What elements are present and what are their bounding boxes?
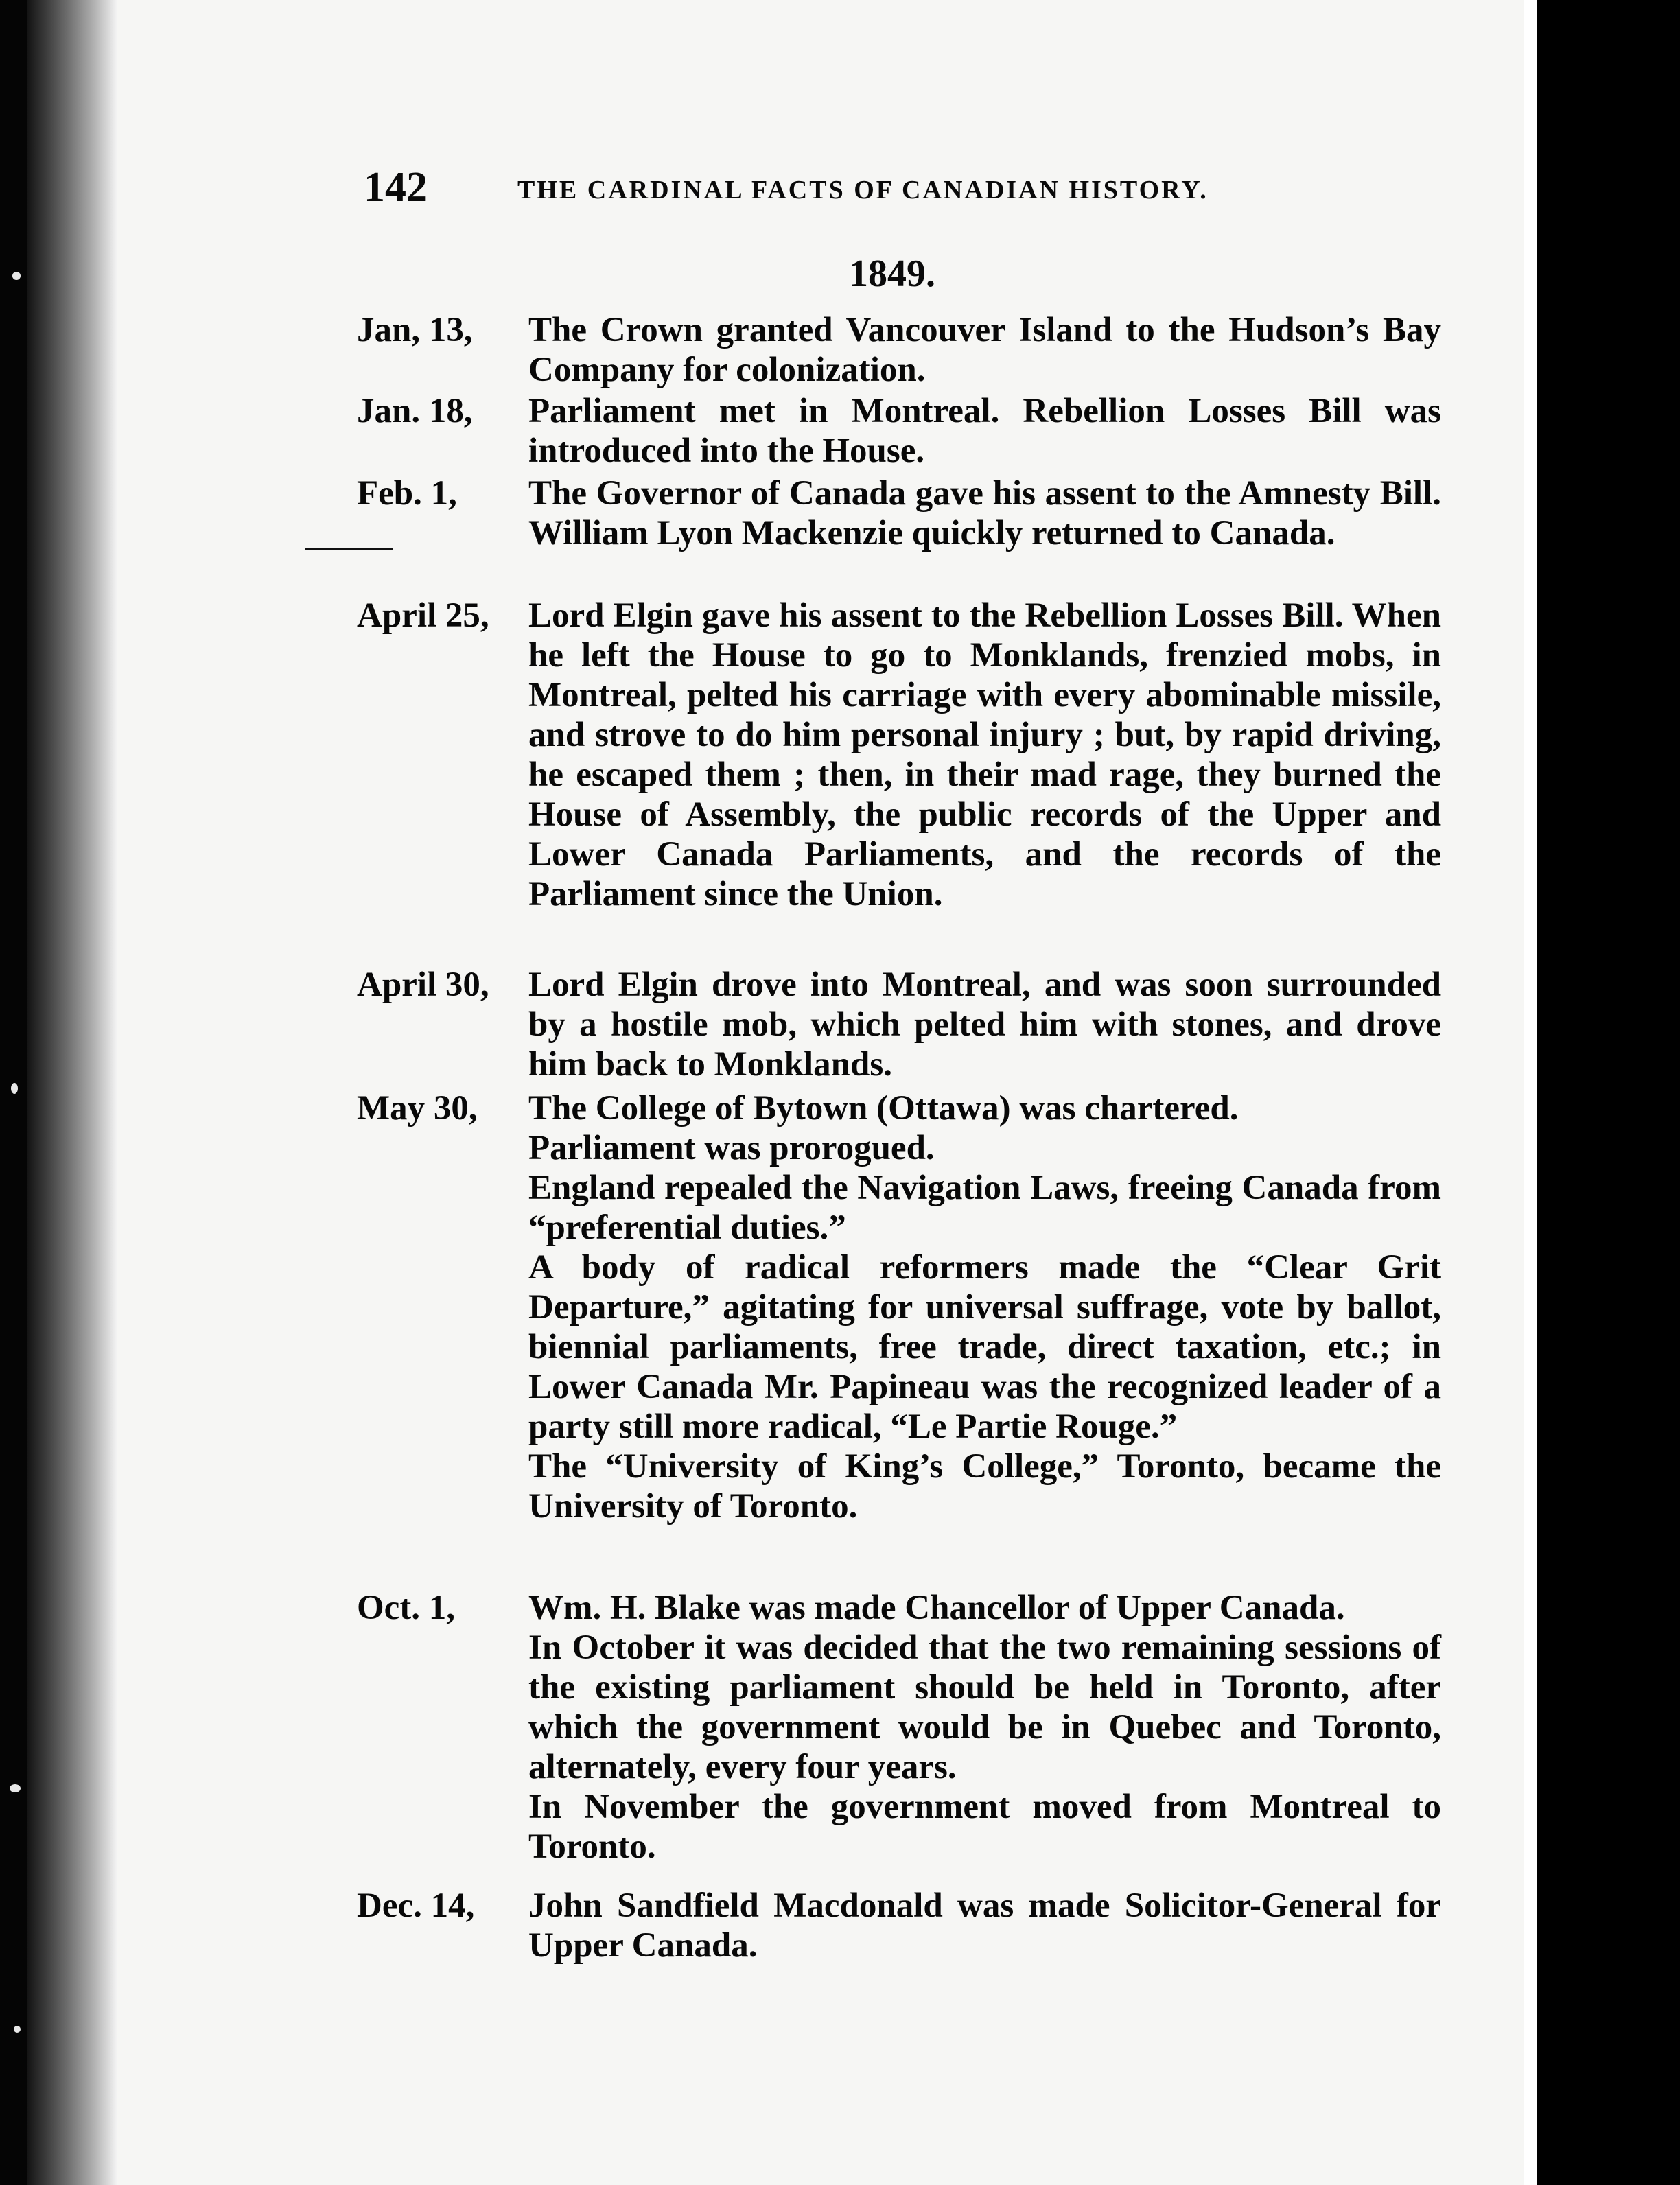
scan-speck xyxy=(12,272,21,280)
book-spine-shadow xyxy=(27,0,117,2185)
entry-paragraph: The “University of King’s College,” Toronto, became the University of Toronto. xyxy=(528,1447,1441,1526)
entry-date: April 25, xyxy=(357,596,489,635)
chronology-entry xyxy=(357,596,1441,914)
entry-paragraph: A body of radical reformers made the “Clear Grit Departure,” agitating for universal suffrage, vote by ballot, biennial parliaments, free trade, direct taxation, etc.; in Lower Canada Mr. Papineau was the recognized leader of a party still more radical, “Le Partie Rouge.” xyxy=(528,1248,1441,1446)
running-head-title: THE CARDINAL FACTS OF CANADIAN HISTORY. xyxy=(517,176,1209,205)
page-right-edge xyxy=(1524,0,1537,2185)
page-number: 142 xyxy=(364,164,428,211)
entry-date: Jan. 18, xyxy=(357,392,473,430)
entry-date: Dec. 14, xyxy=(357,1886,475,1925)
entry-text xyxy=(528,310,1441,390)
chronology-entry xyxy=(357,1588,1441,1867)
entry-text xyxy=(528,1588,1441,1867)
entry-date: April 30, xyxy=(357,966,489,1004)
entry-text xyxy=(528,965,1441,1084)
entry-text xyxy=(528,1886,1441,1965)
entry-date: May 30, xyxy=(357,1089,478,1127)
chronology-entry xyxy=(357,310,1441,390)
entry-paragraph: John Sandfield Macdonald was made Solicitor-General for Upper Canada. xyxy=(528,1886,1441,1965)
entry-paragraph: Wm. H. Blake was made Chancellor of Upper Canada. xyxy=(528,1589,1345,1627)
right-border-rule xyxy=(1537,0,1547,2185)
entry-paragraph: England repealed the Navigation Laws, freeing Canada from “preferential duties.” xyxy=(528,1169,1441,1247)
entry-paragraph: The College of Bytown (Ottawa) was chartered. xyxy=(528,1089,1239,1127)
scan-speck xyxy=(14,2026,21,2033)
chronology-entry xyxy=(357,474,1441,553)
entry-paragraph: Lord Elgin gave his assent to the Rebellion Losses Bill. When he left the House to go to Monklands, frenzied mobs, in Montreal, pelted his carriage with every abominable missile, and strove to do him personal injury ; but, by rapid driving, he escaped them ; then, in their mad rage, they burned the House of Assembly, the public records of the Upper and Lower Canada Parliaments, and the records of the Parliament since the Union. xyxy=(528,596,1441,913)
entry-paragraph: In November the government moved from Montreal to Toronto. xyxy=(528,1788,1441,1866)
chronology-entry xyxy=(357,1088,1441,1526)
entry-paragraph: In October it was decided that the two remaining sessions of the existing parliament should be held in Toronto, after which the government would be in Quebec and Toronto, alternately, every four years. xyxy=(528,1628,1441,1786)
entry-text xyxy=(528,596,1441,914)
entry-text xyxy=(528,391,1441,471)
entry-date: Feb. 1, xyxy=(357,474,457,513)
entry-paragraph: Lord Elgin drove into Montreal, and was soon surrounded by a hostile mob, which pelted him with stones, and drove him back to Monklands. xyxy=(528,966,1441,1084)
chronology-entry xyxy=(357,1886,1441,1965)
entry-paragraph: The Crown granted Vancouver Island to the Hudson’s Bay Company for colonization. xyxy=(528,311,1441,389)
entry-date: Oct. 1, xyxy=(357,1589,456,1627)
entry-paragraph: Parliament met in Montreal. Rebellion Losses Bill was introduced into the House. xyxy=(528,392,1441,470)
chronology-entry xyxy=(357,965,1441,1084)
entry-date: Jan, 13, xyxy=(357,311,473,349)
year-heading: 1849. xyxy=(849,253,935,295)
chronology-entry xyxy=(357,391,1441,471)
running-head xyxy=(364,159,1434,214)
entry-text xyxy=(528,1088,1441,1526)
entry-paragraph: Parliament was prorogued. xyxy=(528,1129,935,1167)
scan-speck xyxy=(10,1784,21,1792)
entry-paragraph: The Governor of Canada gave his assent to the Amnesty Bill. William Lyon Mackenzie quickly returned to Canada. xyxy=(528,474,1441,552)
entry-text xyxy=(528,474,1441,553)
scan-speck xyxy=(11,1083,18,1094)
